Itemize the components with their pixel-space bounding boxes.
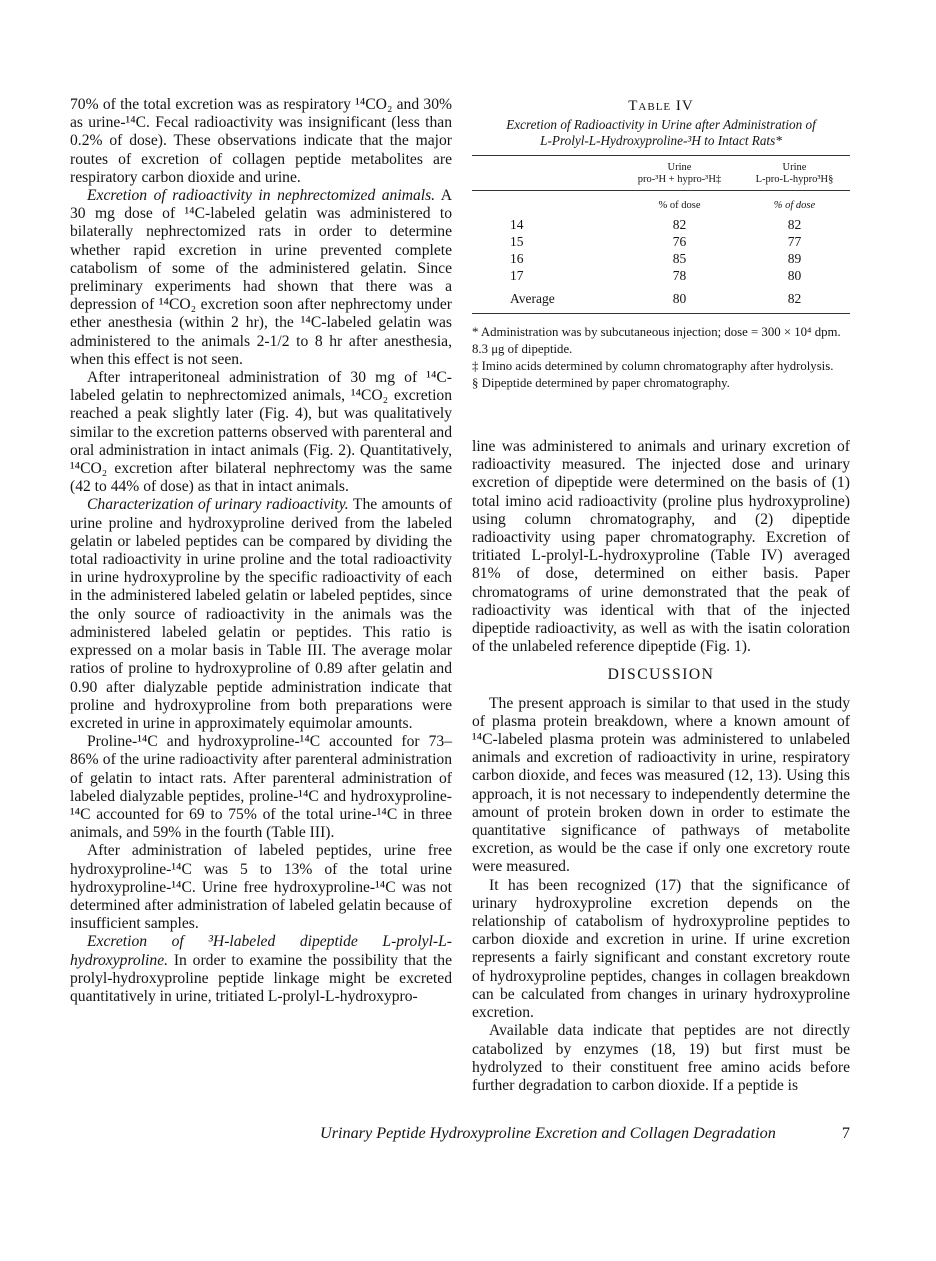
left-column: [70, 96, 452, 1006]
column-header-line: L-pro-L-hypro³H§: [755, 174, 834, 185]
paragraph-text: A 30 mg dose of ¹⁴C-labeled gelatin was administered to bilaterally nephrectomized rats in order to determine whether rapid excretion in urine prevented complete catabolism of some of the administered gelatin. Since preliminary experiments had shown that there was a depression of ¹⁴CO₂ excretion soon after nephrectomy under ether anesthesia (within 2 hr), the ¹⁴C-labeled gelatin was administered to the animals 2-1/2 to 8 hr after anesthesia, when this effect is not seen.: [70, 187, 452, 368]
table-row: [472, 233, 850, 250]
body-paragraph: The present approach is similar to that used in the study of plasma protein breakdown, where a known amount of ¹⁴C-labeled plasma protein was administered to unlabeled animals and excretion of radioactivity in urine, respiratory carbon dioxide, and feces was measured (12, 13). Using this approach, it is not necessary to independently determine the amount of protein broken down in order to estimate the quantitative significance of pathways of metabolite excretion, as would be the case if only one excretory route were measured.: [472, 694, 850, 876]
column-header: [620, 156, 739, 191]
table-caption: [472, 117, 850, 149]
footnote: § Dipeptide determined by paper chromatography.: [472, 376, 730, 390]
data-table: [472, 155, 850, 314]
animal-id: 14: [510, 217, 524, 232]
table-row: [472, 250, 850, 267]
average-label: Average: [472, 284, 620, 314]
value-cell: 76: [672, 234, 687, 249]
body-paragraph: Proline-¹⁴C and hydroxyproline-¹⁴C accounted for 73–86% of the urine radioactivity after parenteral administration of gelatin to intact rats. After parenteral administration of labeled dialyzable peptides, proline-¹⁴C and hydroxyproline-¹⁴C accounted for 69 to 75% of the total urine-¹⁴C in three animals, and 59% in the fourth (Table III).: [70, 733, 452, 842]
units-row: [472, 191, 850, 217]
value-cell: 85: [672, 251, 687, 266]
table-footnotes: [472, 324, 850, 392]
section-heading: DISCUSSION: [607, 666, 715, 684]
subsection-heading: Characterization of urinary radioactivity.: [87, 496, 349, 514]
unit-label: % of dose: [739, 191, 850, 217]
body-paragraph: It has been recognized (17) that the significance of urinary hydroxyproline excretion depends on the relationship of catabolism of hydroxyproline peptides to carbon dioxide and excretion in urine. If urine excretion represents a fairly significant and constant excretory route of hydroxyproline peptides, changes in collagen breakdown can be calculated from changes in urinary hydroxyproline excretion.: [472, 876, 850, 1022]
body-paragraph: After intraperitoneal administration of 30 mg of ¹⁴C-labeled gelatin to nephrectomized animals, ¹⁴CO₂ excretion reached a peak slightly later (Fig. 4), but was qualitatively similar to the excretion patterns observed with parenteral and oral administration in intact animals (Fig. 2). Quantitatively, ¹⁴CO₂ excretion after bilateral nephrectomy was the same (42 to 44% of dose) as that in intact animals.: [70, 369, 452, 496]
column-header-line: Urine: [667, 162, 692, 173]
paragraph-text: The amounts of urine proline and hydroxyproline derived from the labeled gelatin or labeled peptides can be compared by dividing the total radioactivity in urine proline and the total radioactivity in urine hydroxyproline by the specific radioactivity of each in the administered labeled gelatin or labeled peptides, since the only source of radioactivity in the animals was the administered labeled gelatin or peptides. This ratio is expressed on a molar basis in Table III. The average molar ratios of proline to hydroxyproline of 0.89 after gelatin and 0.90 after dialyzable peptide administration indicate that proline and hydroxyproline from both preparations were excreted in urine in approximately equimolar amounts.: [70, 496, 452, 732]
body-paragraph: Available data indicate that peptides are not directly catabolized by enzymes (18, 19) but first must be hydrolyzed to their constituent free amino acids before further degradation to carbon dioxide. If a peptide is: [472, 1022, 850, 1094]
table-header-row: [472, 156, 850, 191]
body-paragraph: After administration of labeled peptides, urine free hydroxyproline-¹⁴C was 5 to 13% of the total urine hydroxyproline-¹⁴C. Urine free hydroxyproline-¹⁴C was not determined after administration of labeled gelatin because of insufficient samples.: [70, 842, 452, 933]
subsection-heading: Excretion of ³H-labeled dipeptide L-prolyl-L-hydroxyproline.: [70, 933, 452, 969]
body-paragraph: [70, 496, 452, 733]
value-cell: 82: [672, 217, 687, 232]
column-header-line: Urine: [782, 162, 807, 173]
page-number: 7: [841, 1124, 850, 1142]
units-spacer: [472, 191, 620, 217]
row-header-cell: [472, 156, 620, 191]
footnote: * Administration was by subcutaneous injection; dose = 300 × 10⁴ dpm. 8.3 μg of dipeptide.: [472, 325, 841, 356]
value-cell: 77: [787, 234, 802, 249]
right-column: [472, 438, 850, 1095]
table-caption-line: L-Prolyl-L-Hydroxyproline-³H to Intact Rats*: [540, 133, 782, 148]
unit-label: % of dose: [620, 191, 739, 217]
page-footer: [320, 1124, 850, 1143]
table-iv: [472, 96, 850, 392]
body-paragraph: line was administered to animals and urinary excretion of radioactivity measured. The injected dose and urinary excretion of dipeptide were determined on the basis of (1) total imino acid radioactivity (proline plus hydroxyproline) using column chromatography, and (2) dipeptide radioactivity using paper chromatography. Excretion of tritiated L-prolyl-L-hydroxyproline (Table IV) averaged 81% of dose, determined on either basis. Paper chromatograms of urine demonstrated that the peak of radioactivity was identical with that of the injected dipeptide radioactivity, as well as with the isatin coloration of the unlabeled reference dipeptide (Fig. 1).: [472, 438, 850, 656]
animal-id: 16: [510, 251, 524, 266]
body-paragraph: 70% of the total excretion was as respiratory ¹⁴CO₂ and 30% as urine-¹⁴C. Fecal radioactivity was insignificant (less than 0.2% of dose). These observations indicate that the major routes of excretion of collagen peptide metabolites are respiratory carbon dioxide and urine.: [70, 96, 452, 186]
body-paragraph: [70, 187, 452, 369]
subsection-heading: Excretion of radioactivity in nephrectomized animals.: [87, 187, 436, 205]
table-title: Table IV: [628, 98, 694, 114]
table-row: [472, 267, 850, 284]
value-cell: 82: [787, 217, 802, 232]
paragraph-text: In order to examine the possibility that the prolyl-hydroxyproline peptide linkage might be excreted quantitatively in urine, tritiated L-prolyl-L-hydroxypro-: [70, 951, 452, 1005]
footnote: ‡ Imino acids determined by column chromatography after hydrolysis.: [472, 359, 834, 373]
running-title: Urinary Peptide Hydroxyproline Excretion and Collagen Degradation: [320, 1124, 776, 1142]
value-cell: 82: [739, 284, 850, 314]
value-cell: 78: [672, 268, 687, 283]
animal-id: 15: [510, 234, 524, 249]
value-cell: 89: [787, 251, 802, 266]
table-row: [472, 216, 850, 233]
average-row: [472, 284, 850, 314]
value-cell: 80: [787, 268, 802, 283]
table-caption-line: Excretion of Radioactivity in Urine after Administration of: [506, 117, 816, 132]
animal-id: 17: [510, 268, 524, 283]
column-header-line: pro-³H + hypro-³H‡: [637, 174, 722, 185]
value-cell: 80: [620, 284, 739, 314]
body-paragraph: [70, 933, 452, 1006]
column-header: [739, 156, 850, 191]
